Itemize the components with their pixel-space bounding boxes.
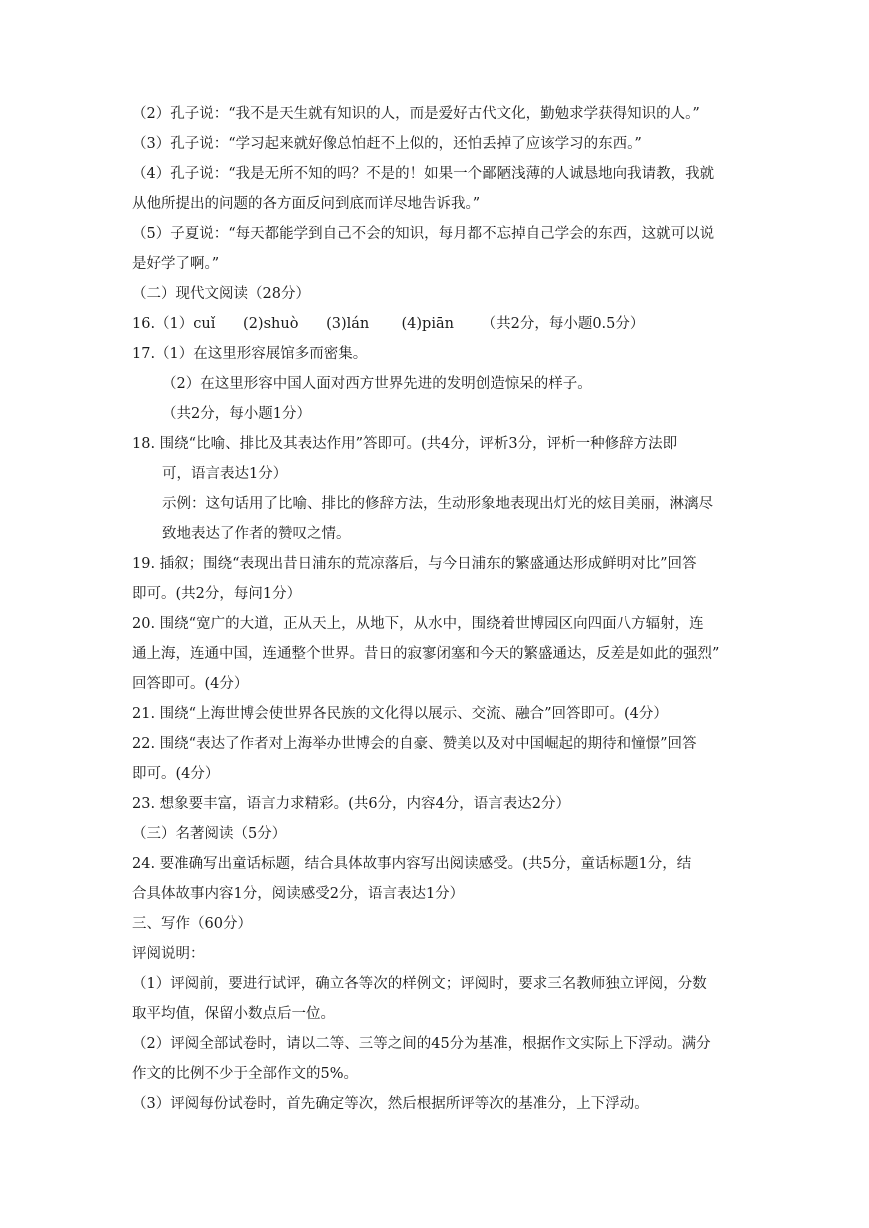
text-line: （5）子夏说：“每天都能学到自己不会的知识，每月都不忘掉自己学会的东西，这就可以说 — [132, 226, 715, 242]
answer-line: 23. 想象要丰富，语言力求精彩。(共6分，内容4分，语言表达2分） — [132, 796, 570, 812]
answer-line: 通上海，连通中国，连通整个世界。昔日的寂寥闭塞和今天的繁盛通达，反差是如此的强烈” — [132, 646, 720, 662]
answer-line: 17.（1）在这里形容展馆多而密集。 — [132, 346, 368, 362]
answer-line: 示例：这句话用了比喻、排比的修辞方法，生动形象地表现出灯光的炫目美丽，淋漓尽 — [162, 496, 713, 512]
answer-line: （2）在这里形容中国人面对西方世界先进的发明创造惊呆的样子。 — [162, 376, 592, 392]
text-line: 取平均值，保留小数点后一位。 — [132, 1006, 335, 1022]
text-line: （3）评阅每份试卷时，首先确定等次，然后根据所评等次的基准分，上下浮动。 — [132, 1096, 649, 1112]
text-line: 是好学了啊。” — [132, 256, 220, 272]
section-heading: （二）现代文阅读（28分） — [132, 286, 310, 302]
text-line: （3）孔子说：“学习起来就好像总怕赶不上似的，还怕丢掉了应该学习的东西。” — [132, 136, 642, 152]
answer-line: 即可。(共2分，每问1分） — [132, 586, 302, 602]
answer-line: 回答即可。(4分） — [132, 676, 249, 692]
section-heading: （三）名著阅读（5分） — [132, 826, 287, 842]
section-heading: 三、写作（60分） — [132, 916, 252, 932]
answer-line: 可，语言表达1分） — [162, 466, 288, 482]
answer-line: 21. 围绕“上海世博会使世界各民族的文化得以展示、交流、融合”回答即可。(4分） — [132, 706, 668, 722]
text-line: 作文的比例不少于全部作文的5%。 — [132, 1066, 359, 1082]
answer-line: 24. 要准确写出童话标题，结合具体故事内容写出阅读感受。(共5分，童话标题1分，结 — [132, 856, 692, 872]
answer-line: 19. 插叙；围绕“表现出昔日浦东的荒凉落后，与今日浦东的繁盛通达形成鲜明对比”回答 — [132, 556, 697, 572]
answer-line: 22. 围绕“表达了作者对上海举办世博会的自豪、赞美以及对中国崛起的期待和憧憬”回答 — [132, 736, 697, 752]
text-line: （2）评阅全部试卷时，请以二等、三等之间的45分为基准，根据作文实际上下浮动。满分 — [132, 1036, 711, 1052]
text-line: 评阅说明： — [132, 946, 205, 962]
answer-line: （共2分，每小题1分） — [162, 406, 311, 422]
answer-line: 20. 围绕“宽广的大道，正从天上，从地下，从水中，围绕着世博园区向四面八方辐射，连 — [132, 616, 704, 632]
text-line: （4）孔子说：“我是无所不知的吗？不是的！如果一个鄙陋浅薄的人诚恳地向我请教，我就 — [132, 166, 715, 182]
answer-line: 致地表达了作者的赞叹之情。 — [162, 526, 351, 542]
answer-line: 合具体故事内容1分，阅读感受2分，语言表达1分） — [132, 886, 465, 902]
text-line: 从他所提出的问题的各方面反问到底而详尽地告诉我。” — [132, 196, 481, 212]
answer-line: 16.（1）cuǐ (2)shuò (3)lán (4)piān （共2分，每小题0.5分） — [132, 316, 645, 332]
text-line: （1）评阅前，要进行试评，确立各等次的样例文；评阅时，要求三名教师独立评阅，分数 — [132, 976, 707, 992]
answer-line: 即可。(4分） — [132, 766, 220, 782]
text-line: （2）孔子说：“我不是天生就有知识的人，而是爱好古代文化，勤勉求学获得知识的人。” — [132, 106, 700, 122]
answer-line: 18. 围绕“比喻、排比及其表达作用”答即可。(共4分，评析3分，评析一种修辞方法即 — [132, 436, 678, 452]
